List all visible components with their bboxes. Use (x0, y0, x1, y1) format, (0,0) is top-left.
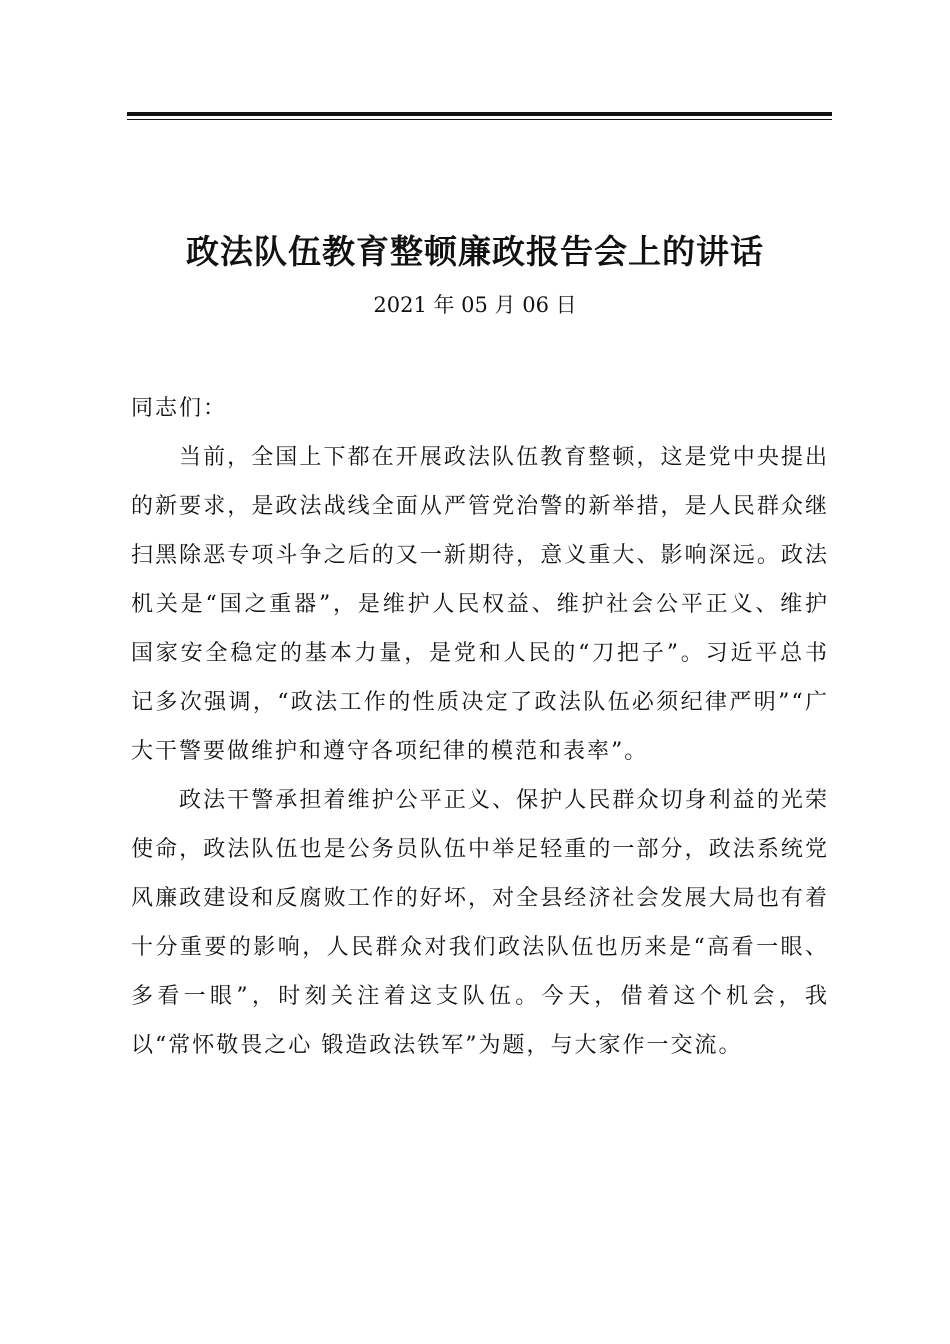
document-body (131, 384, 829, 1070)
document-title: 政法队伍教育整顿廉政报告会上的讲话 (186, 232, 764, 271)
salutation: 同志们： (131, 396, 228, 421)
paragraph-1: 当前，全国上下都在开展政法队伍教育整顿，这是党中央提出的新要求，是政法战线全面从严管党治警的新举措，是人民群众继扫黑除恶专项斗争之后的又一新期待，意义重大、影响深远。政法机关是“国之重器”，是维护人民权益、维护社会公平正义、维护国家安全稳定的基本力量，是党和人民的“刀把子”。习近平总书记多次强调，“政法工作的性质决定了政法队伍必须纪律严明”“广大干警要做维护和遵守各项纪律的模范和表率”。 (131, 445, 829, 764)
header-rule-thick (127, 112, 832, 116)
header-rule-thin (127, 119, 832, 120)
paragraph-2: 政法干警承担着维护公平正义、保护人民群众切身利益的光荣使命，政法队伍也是公务员队伍中举足轻重的一部分，政法系统党风廉政建设和反腐败工作的好坏，对全县经济社会发展大局也有着十分重要的影响，人民群众对我们政法队伍也历来是“高看一眼、多看一眼”，时刻关注着这支队伍。今天，借着这个机会，我以“常怀敬畏之心 锻造政法铁军”为题，与大家作一交流。 (131, 788, 829, 1058)
document-date: 2021 年 05 月 06 日 (373, 293, 577, 317)
